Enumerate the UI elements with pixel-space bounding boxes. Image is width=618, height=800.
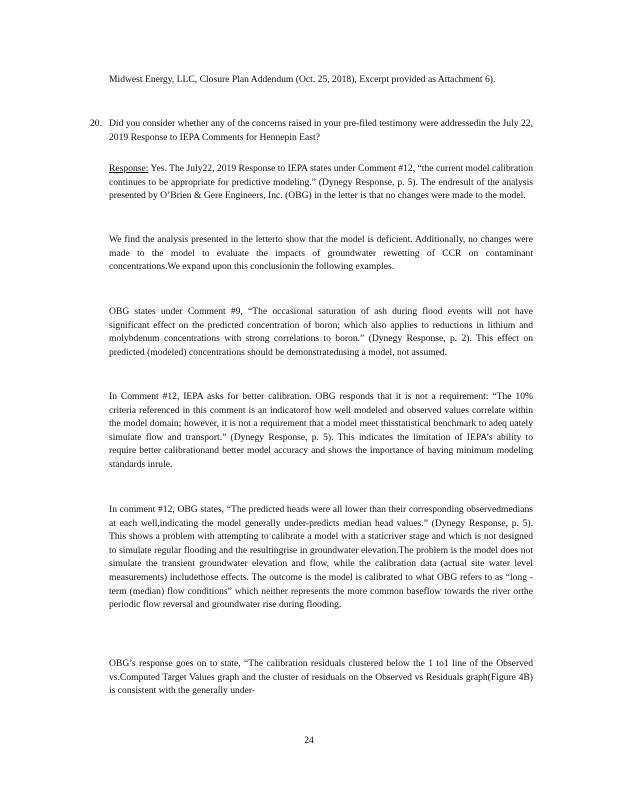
body-paragraph-3: In Comment #12, IEPA asks for better calibration. OBG responds that it is not a requirement: “The 10% criteria referenced in this comment is an indicatorof how well modeled and observed values correlate within the model domain; however, it is not a requirement that a model meet thisstatistical benchmark to adeq uately simulate flow and transport.” (Dynegy Response, p. 5). This indicates the limitation of IEPA’s ability to require better calibrationand better model accuracy and shows the importance of having minimum modeling standards inrule. <box>109 391 533 470</box>
page-number: 24 <box>304 735 314 746</box>
question-number: 20. <box>90 118 102 129</box>
body-paragraph-2: OBG states under Comment #9, “The occasional saturation of ash during flood events will not have significant effect on the predicted concentration of boron; which also applies to reductions in lithium and molybdenum concentrations with strong correlations to boron.” (Dynegy Response, p. 2). This effect on predicted (modeled) concentrations should be demonstratedusing a model, not assumed. <box>109 306 533 358</box>
body-paragraph-4: In comment #12, OBG states, “The predicted heads were all lower than their corresponding observedmedians at each well,indicating the model generally under-predicts median head values.” (Dynegy Response, p. 5). This shows a problem with attempting to calibrate a model with a staticriver stage and which is not designed to simulate regular flooding and the resultingrise in groundwater elevation.The problem is the model does not simulate the transient groundwater elevation and flow, while the calibration data (actual site water level measurements) includethose effects. The outcome is the model is calibrated to what OBG refers to as “long -term (median) flow conditions” which neither represents the more common baseflow towards the river orthe periodic flow reversal and groundwater rise during flooding. <box>109 504 533 611</box>
body-paragraph-5: OBG’s response goes on to state, “The calibration residuals clustered below the 1 to1 line of the Observed vs.Computed Target Values graph and the cluster of residuals on the Observed vs Residuals graph(Figure 4B) is consistent with the generally under- <box>109 658 533 697</box>
response-text: Yes. The July22, 2019 Response to IEPA states under Comment #12, “the current model calibration continues to be appropriate for predictive modeling.” (Dynegy Response, p. 5). The endresult of the analysis presented by O’Brien & Gere Engineers, Inc. (OBG) in the letter is that no changes were made to the model. <box>109 163 533 202</box>
response-label: Response: <box>109 163 149 174</box>
intro-continuation: Midwest Energy, LLC, Closure Plan Addendum (Oct. 25, 2018), Excerpt provided as Attachment 6). <box>109 74 496 85</box>
body-paragraph-1: We find the analysis presented in the letterto show that the model is deficient. Additionally, no changes were made to the model to evaluate the impacts of groundwater rewetting of CCR on contaminant concentrations.We expand upon this conclusionin the following examples. <box>109 234 533 273</box>
response-paragraph <box>109 162 533 203</box>
question-text: Did you consider whether any of the concerns raised in your pre-filed testimony were addressedin the July 22, 2019 Response to IEPA Comments for Hennepin East? <box>109 118 533 143</box>
